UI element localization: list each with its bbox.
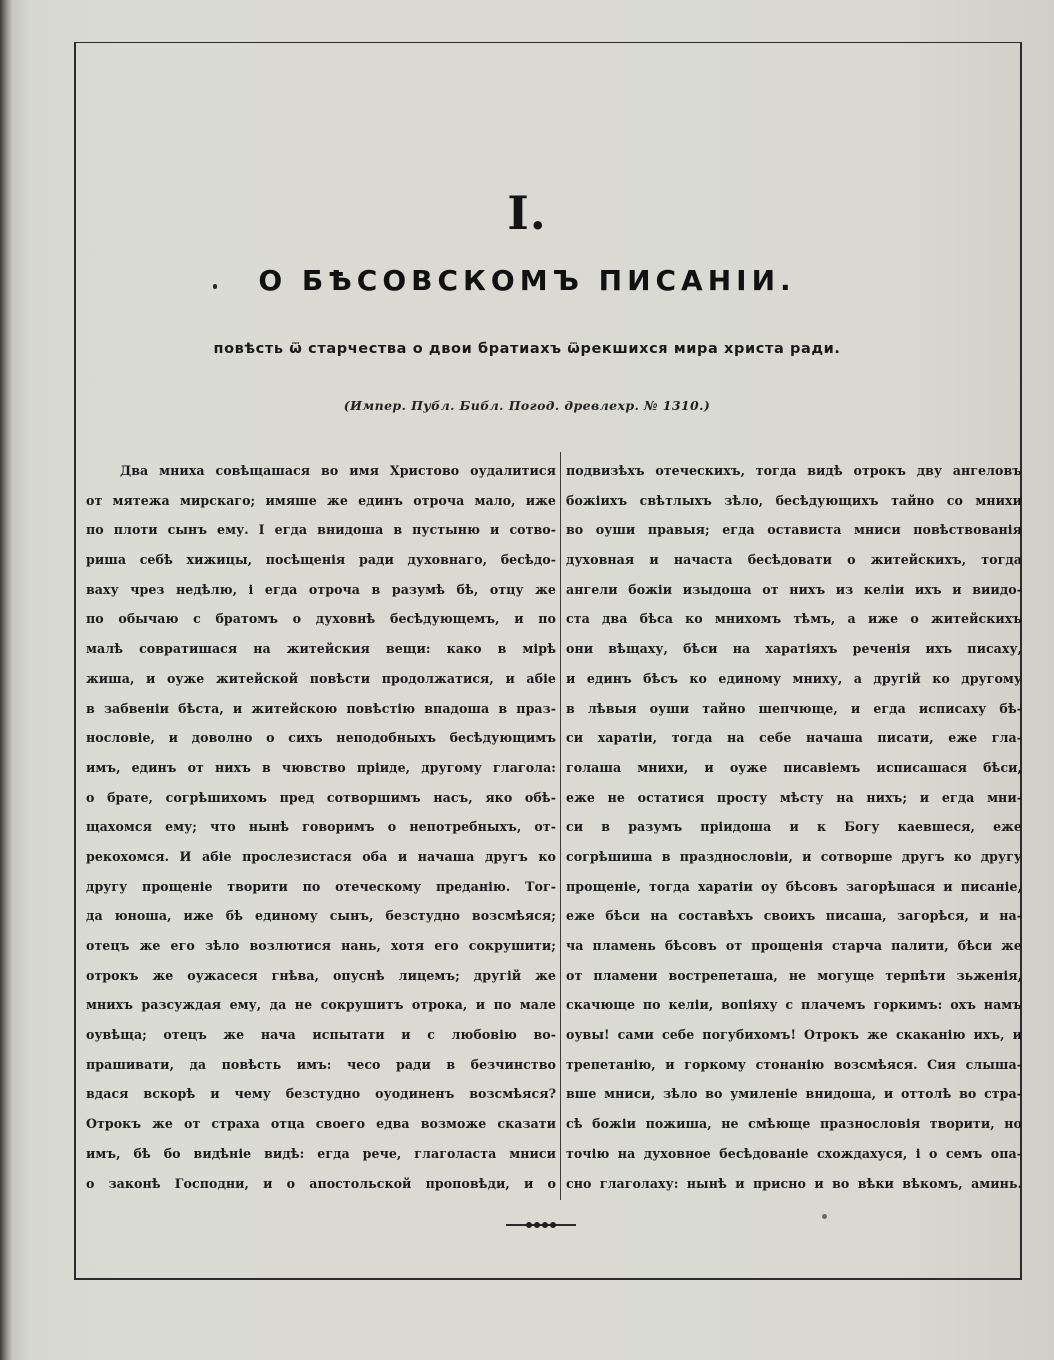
- left-text-column: [86, 456, 556, 1198]
- ink-speck: [822, 1214, 827, 1219]
- left-column-text-line: Отрокъ же от страха отца своего едва возможе сказати: [86, 1116, 556, 1132]
- right-column-text-line: прощеніе, тогда харатіи оу бѣсовъ загорѣшася и писаніе,: [566, 878, 1022, 894]
- right-column-text-line: они вѣщаху, бѣси на харатіяхъ реченія ихъ писаху,: [566, 641, 1022, 657]
- right-column-text-line: ангели божіи изыдоша от нихъ из келіи ихъ и виидо-: [566, 581, 1022, 597]
- left-column-text-line: отрокъ же оужасеся гнѣва, опуснѣ лицемъ; другій же: [86, 967, 556, 983]
- right-column-text-line: точію на духовное бесѣдованіе схождахуся, і о семъ опа-: [566, 1145, 1022, 1161]
- source-citation: (Импер. Публ. Библ. Погод. древлехр. № 1310.): [343, 398, 711, 413]
- right-column-text-line: еже не остатися просту мѣсту на нихъ; и егда мни-: [566, 789, 1022, 805]
- left-column-text-line: имъ, бѣ бо видѣніе видѣ: егда рече, глаголаста мниси: [86, 1145, 556, 1161]
- right-column-text-line: сѣ божіи пожиша, не смѣюще празнословія творити, но: [566, 1116, 1022, 1132]
- left-column-text-line: рекохомся. И абіе прослезистася оба и начаша другъ ко: [86, 848, 556, 864]
- left-column-text-line: от мятежа мирскаго; имяше же единъ отроча мало, иже: [86, 492, 556, 508]
- right-column-text-line: подвизѣхъ отеческихъ, тогда видѣ отрокъ дву ангеловъ: [566, 463, 1022, 478]
- left-column-text-line: прашивати, да повѣсть имъ: чесо ради в безчинство: [86, 1056, 556, 1072]
- right-column-text-line: в лѣвыя оуши тайно шепчюще, и егда исписаху бѣ-: [566, 700, 1022, 716]
- right-column-text-line: ста два бѣса ко мнихомъ тѣмъ, а иже о житейскихъ: [566, 611, 1022, 627]
- right-column-text-line: оувы! сами себе погубихомъ! Отрокъ же скаканію ихъ, и: [566, 1027, 1022, 1043]
- left-column-text-line: щахомся ему; что нынѣ говоримъ о непотребныхъ, от-: [86, 819, 556, 835]
- column-divider-rule: [560, 452, 561, 1200]
- right-column-text-line: еже бѣси на составѣхъ своихъ писаша, загорѣся, и на-: [566, 908, 1022, 924]
- ornament-bead: [534, 1222, 540, 1228]
- left-column-text-line: по обычаю с братомъ о духовнѣ бесѣдующемъ, и по: [86, 611, 556, 627]
- left-column-text-line: отецъ же его зѣло возлютися нань, хотя его сокрушити;: [86, 938, 556, 953]
- right-column-text-line: ча пламень бѣсовъ от прощенія старча палити, бѣси же: [566, 938, 1022, 953]
- right-column-text-line: си харатіи, тогда на себе начаша писати, еже гла-: [566, 730, 1022, 746]
- left-column-text-line: о законѣ Господни, и о апостольской проповѣди, и о: [86, 1175, 556, 1191]
- right-column-text-line: сно глаголаху: нынѣ и присно и во вѣки вѣкомъ, аминь.: [566, 1175, 1022, 1191]
- left-column-text-line: о брате, согрѣшихомъ пред сотворшимъ насъ, яко обѣ-: [86, 789, 556, 805]
- left-column-text-line: малѣ совратишася на житейския вещи: како в мірѣ: [86, 641, 556, 657]
- right-column-text-line: от пламени вострепеташа, не могуще терпѣти зьженія,: [566, 967, 1022, 983]
- left-column-text-line: нословіе, и доволно о сихъ неподобныхъ бесѣдующимъ: [86, 730, 556, 746]
- right-column-text-line: божіихъ свѣтлыхъ зѣло, бесѣдующихъ тайно со мнихи: [566, 492, 1022, 508]
- left-column-text-line: Два мниха совѣщашася во имя Христово оудалитися: [120, 463, 556, 478]
- chapter-numeral: I.: [507, 186, 547, 240]
- right-column-text-line: согрѣшиша в празднословіи, и сотворше другъ ко другу: [566, 848, 1022, 864]
- chapter-title: О БѢСОВСКОМЪ ПИСАНІИ.: [258, 264, 796, 297]
- right-column-text-line: во оуши правыя; егда остависта мниси повѣствованія: [566, 522, 1022, 538]
- right-column-text-line: си в разумъ пріидоша и к Богу каевшеся, еже: [566, 819, 1022, 835]
- ornament-bead: [526, 1222, 532, 1228]
- left-column-text-line: да юноша, иже бѣ единому сынъ, безстудно возсмѣяся;: [86, 908, 556, 924]
- left-column-text-line: оувѣща; отецъ же нача испытати и с любовію во-: [86, 1027, 556, 1043]
- left-column-text-line: вдася вскорѣ и чему безстудно оуодиненъ возсмѣяся?: [86, 1086, 556, 1102]
- ornament-bead: [550, 1222, 556, 1228]
- left-column-text-line: риша себѣ хижицы, посѣщенія ради духовнаго, бесѣдо-: [86, 552, 556, 568]
- left-column-text-line: другу прощеніе творити по отеческому преданію. Тог-: [86, 878, 556, 894]
- left-column-text-line: имъ, единъ от нихъ в чювство пріиде, другому глагола:: [86, 759, 556, 775]
- left-column-text-line: мнихъ разсуждая ему, да не сокрушитъ отрока, и по мале: [86, 997, 556, 1013]
- chapter-subtitle: повѣсть ѿ старчества о двои братиахъ ѿрекшихся мира христа ради.: [213, 341, 841, 357]
- left-column-text-line: жиша, и оуже житейской повѣсти продолжатися, и абіе: [86, 670, 556, 686]
- left-column-text-line: по плоти сынъ ему. І егда внидоша в пустыню и сотво-: [86, 522, 556, 538]
- right-column-text-line: голаша мнихи, и оуже писавіемъ исписашася бѣси,: [566, 759, 1022, 775]
- right-column-text-line: трепетанію, и горкому стонанію возсмѣяся. Сия слыша-: [566, 1056, 1022, 1072]
- ornament-rule: [506, 1224, 576, 1226]
- right-column-text-line: скачюще по келіи, вопіяху с плачемъ горкимъ: охъ намъ: [566, 997, 1022, 1013]
- right-column-text-line: и единъ бѣсъ ко единому мниху, а другій ко другому: [566, 670, 1022, 686]
- ornament-bead: [542, 1222, 548, 1228]
- right-column-text-line: духовная и начаста бесѣдовати о житейскихъ, тогда: [566, 552, 1022, 568]
- closing-ornament: [506, 1222, 576, 1228]
- left-column-text-line: ваху чрез недѣлю, і егда отроча в разумѣ бѣ, отцу же: [86, 581, 556, 597]
- right-text-column: [566, 456, 1022, 1198]
- right-column-text-line: вше мниси, зѣло во умиленіе внидоша, и оттолѣ во стра-: [566, 1086, 1022, 1102]
- left-column-text-line: в забвеніи бѣста, и житейскою повѣстію впадоша в праз-: [86, 700, 556, 716]
